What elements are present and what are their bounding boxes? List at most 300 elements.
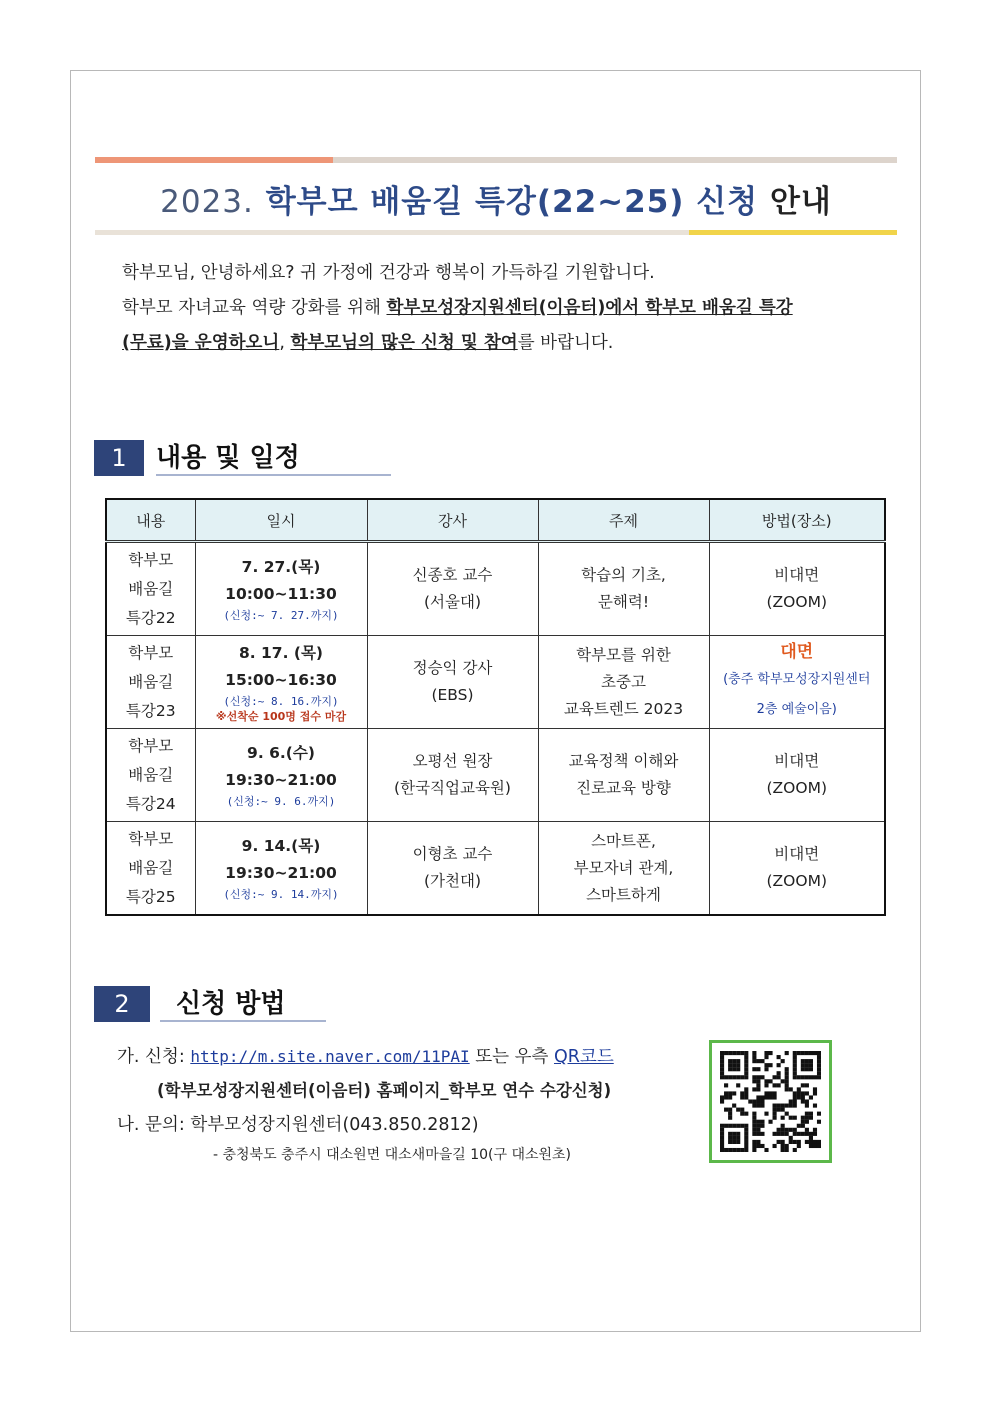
table-row <box>106 542 885 636</box>
row-3-lecturer <box>367 729 538 822</box>
qr-module <box>756 1144 760 1148</box>
qr-module <box>760 1120 764 1124</box>
qr-module <box>752 1059 756 1063</box>
qr-module <box>781 1148 785 1152</box>
row-4-lecturer-name: 이형초 교수 <box>412 845 493 863</box>
row-1-lecturer-affil: (서울대) <box>423 593 481 611</box>
qr-module <box>720 1140 724 1144</box>
qr-module <box>756 1079 760 1083</box>
qr-module <box>752 1128 756 1132</box>
qr-module <box>756 1140 760 1144</box>
qr-module <box>817 1071 821 1075</box>
title-bottom-bar-accent <box>689 230 897 235</box>
qr-module <box>728 1148 732 1152</box>
qr-module <box>785 1112 789 1116</box>
qr-module <box>744 1124 748 1128</box>
qr-module <box>728 1067 732 1071</box>
qr-module <box>752 1116 756 1120</box>
row-2-name-2: 배움길 <box>128 672 174 691</box>
row-4-date: 9. 14.(목) <box>241 837 321 855</box>
qr-module <box>781 1116 785 1120</box>
qr-module <box>732 1067 736 1071</box>
intro-line-2 <box>122 291 887 326</box>
qr-module <box>720 1071 724 1075</box>
qr-module <box>797 1140 801 1144</box>
qr-module <box>728 1051 732 1055</box>
row-3-deadline: (신청:~ 9. 6.까지) <box>226 795 336 808</box>
title-top-bar-accent <box>95 157 333 163</box>
qr-module <box>773 1116 777 1120</box>
qr-module <box>781 1079 785 1083</box>
row-1-topic <box>538 542 709 636</box>
qr-module <box>720 1063 724 1067</box>
header-content: 내용 <box>106 499 195 542</box>
qr-module <box>736 1124 740 1128</box>
qr-module <box>728 1059 732 1063</box>
qr-module <box>736 1075 740 1079</box>
qr-module <box>773 1091 777 1095</box>
qr-module <box>744 1067 748 1071</box>
row-1-place: (ZOOM) <box>766 593 827 611</box>
qr-module <box>736 1059 740 1063</box>
qr-module <box>724 1108 728 1112</box>
qr-code[interactable] <box>709 1040 832 1163</box>
table-row <box>106 822 885 916</box>
qr-module <box>764 1148 768 1152</box>
qr-module <box>797 1095 801 1099</box>
row-4-topic <box>538 822 709 916</box>
qr-module <box>756 1059 760 1063</box>
row-1-lecturer <box>367 542 538 636</box>
qr-module <box>785 1071 789 1075</box>
qr-module <box>768 1095 772 1099</box>
qr-module <box>752 1075 756 1079</box>
qr-module <box>736 1083 740 1087</box>
qr-module <box>809 1095 813 1099</box>
row-2-lecturer <box>367 636 538 729</box>
qr-module <box>764 1079 768 1083</box>
qr-module <box>813 1104 817 1108</box>
qr-module <box>728 1132 732 1136</box>
qr-module <box>777 1132 781 1136</box>
row-1-name-3: 특강22 <box>125 608 176 627</box>
table-row <box>106 729 885 822</box>
row-2-lecturer-name: 정승익 강사 <box>412 659 493 677</box>
qr-module <box>813 1051 817 1055</box>
qr-module <box>728 1091 732 1095</box>
qr-module <box>744 1091 748 1095</box>
qr-module <box>732 1132 736 1136</box>
row-2-name-1: 학부모 <box>128 643 174 662</box>
row-3-name-3: 특강24 <box>125 794 176 813</box>
qr-module <box>817 1112 821 1116</box>
row-4-name-3: 특강25 <box>125 887 176 906</box>
section-1-underline <box>156 474 391 476</box>
row-2-time: 15:00~16:30 <box>225 671 337 689</box>
apply-link[interactable]: http://m.site.naver.com/11PAI <box>190 1047 470 1066</box>
row-1-topic-1: 학습의 기초, <box>581 566 666 584</box>
section-2-underline <box>160 1020 326 1022</box>
qr-module <box>768 1051 772 1055</box>
qr-module <box>809 1051 813 1055</box>
qr-module <box>744 1075 748 1079</box>
qr-module <box>720 1059 724 1063</box>
qr-module <box>732 1063 736 1067</box>
qr-module <box>760 1132 764 1136</box>
qr-module <box>736 1136 740 1140</box>
qr-module <box>732 1140 736 1144</box>
row-3-method <box>709 729 885 822</box>
qr-module <box>789 1087 793 1091</box>
qr-module <box>748 1099 752 1103</box>
qr-module <box>756 1104 760 1108</box>
row-3-time: 19:30~21:00 <box>225 771 337 789</box>
qr-module <box>760 1075 764 1079</box>
header-topic: 주제 <box>538 499 709 542</box>
row-2-topic-1: 학부모를 위한 <box>576 645 671 664</box>
row-2-date: 8. 17. (목) <box>238 644 324 662</box>
title-year: 2023. <box>160 184 254 220</box>
qr-module <box>764 1095 768 1099</box>
qr-module <box>732 1104 736 1108</box>
apply-or: 또는 우측 <box>469 1047 554 1067</box>
row-4-lecturer-affil: (가천대) <box>423 872 481 890</box>
row-4-topic-2: 부모자녀 관계, <box>573 858 674 877</box>
qr-module <box>756 1132 760 1136</box>
qr-module <box>809 1132 813 1136</box>
qr-module <box>760 1095 764 1099</box>
qr-module <box>817 1120 821 1124</box>
intro-line-2-emphasis: 학부모성장지원센터(이음터)에서 학부모 배움길 특강 <box>386 298 793 318</box>
qr-module <box>777 1063 781 1067</box>
qr-module <box>752 1104 756 1108</box>
qr-module <box>728 1075 732 1079</box>
row-2-deadline: (신청:~ 8. 16.까지) <box>223 695 339 708</box>
qr-module <box>793 1148 797 1152</box>
qr-module <box>720 1132 724 1136</box>
qr-module <box>793 1099 797 1103</box>
qr-module <box>793 1067 797 1071</box>
qr-module <box>744 1051 748 1055</box>
qr-module <box>728 1116 732 1120</box>
qr-module <box>756 1099 760 1103</box>
row-2-place-1: (충주 학부모성장지원센터 <box>723 672 871 687</box>
qr-module <box>805 1128 809 1132</box>
qr-module <box>793 1116 797 1120</box>
qr-module <box>777 1075 781 1079</box>
table-header-row <box>106 499 885 542</box>
qr-module <box>789 1128 793 1132</box>
qr-module <box>777 1055 781 1059</box>
schedule-table <box>105 498 886 916</box>
qr-module <box>752 1124 756 1128</box>
qr-module <box>805 1132 809 1136</box>
qr-module <box>744 1087 748 1091</box>
qr-module <box>744 1055 748 1059</box>
row-3-lecturer-name: 오평선 원장 <box>412 752 493 770</box>
qr-module <box>756 1124 760 1128</box>
qr-module <box>732 1148 736 1152</box>
qr-module <box>777 1108 781 1112</box>
row-4-place: (ZOOM) <box>766 872 827 890</box>
apply-label-a: 가. 신청: <box>117 1047 191 1067</box>
qr-module <box>732 1051 736 1055</box>
qr-module <box>724 1091 728 1095</box>
qr-module <box>801 1051 805 1055</box>
qr-module <box>760 1124 764 1128</box>
row-4-datetime <box>195 822 367 916</box>
row-3-topic-1: 교육정책 이해와 <box>568 752 679 770</box>
qr-module <box>752 1120 756 1124</box>
qr-module <box>801 1067 805 1071</box>
qr-module <box>720 1099 724 1103</box>
qr-module <box>797 1087 801 1091</box>
row-1-deadline: (신청:~ 7. 27.까지) <box>223 609 339 622</box>
intro-line-3-emphasis-1: (무료)을 운영하오니 <box>122 333 280 353</box>
qr-module <box>720 1128 724 1132</box>
row-1-name-1: 학부모 <box>128 550 174 569</box>
qr-module <box>785 1083 789 1087</box>
qr-module <box>773 1104 777 1108</box>
qr-module <box>793 1095 797 1099</box>
qr-module <box>756 1075 760 1079</box>
qr-module <box>809 1059 813 1063</box>
qr-module <box>793 1059 797 1063</box>
qr-module <box>764 1112 768 1116</box>
row-2-method <box>709 636 885 729</box>
row-4-method <box>709 822 885 916</box>
qr-module <box>805 1067 809 1071</box>
qr-module <box>736 1051 740 1055</box>
row-4-name <box>106 822 195 916</box>
qr-module <box>805 1059 809 1063</box>
qr-module <box>728 1063 732 1067</box>
qr-module <box>724 1095 728 1099</box>
qr-module <box>785 1132 789 1136</box>
qr-module <box>801 1120 805 1124</box>
qr-module <box>724 1124 728 1128</box>
apply-row-b <box>117 1108 614 1142</box>
qr-module <box>777 1140 781 1144</box>
row-2-name-3: 특강23 <box>125 701 176 720</box>
qr-module <box>789 1116 793 1120</box>
row-1-name <box>106 542 195 636</box>
qr-module <box>764 1091 768 1095</box>
row-2-datetime <box>195 636 367 729</box>
intro-line-1: 학부모님, 안녕하세요? 귀 가정에 건강과 행복이 가득하길 기원합니다. <box>122 263 655 283</box>
row-3-name <box>106 729 195 822</box>
qr-module <box>732 1091 736 1095</box>
qr-module <box>724 1075 728 1079</box>
apply-address: - 충청북도 충주시 대소원면 대소새마을길 10(구 대소원초) <box>213 1147 572 1163</box>
qr-module <box>785 1128 789 1132</box>
qr-code-icon <box>720 1051 821 1152</box>
qr-module <box>785 1075 789 1079</box>
qr-module <box>777 1071 781 1075</box>
qr-module <box>805 1116 809 1120</box>
qr-module <box>793 1128 797 1132</box>
qr-module <box>781 1144 785 1148</box>
qr-module <box>740 1112 744 1116</box>
qr-module <box>756 1087 760 1091</box>
row-4-topic-1: 스마트폰, <box>591 831 656 850</box>
row-3-datetime <box>195 729 367 822</box>
qr-module <box>740 1051 744 1055</box>
row-2-place-2: 2층 예술이음) <box>756 702 837 717</box>
qr-module <box>752 1055 756 1059</box>
qr-module <box>801 1124 805 1128</box>
qr-module <box>720 1124 724 1128</box>
qr-module <box>805 1091 809 1095</box>
qr-module <box>728 1136 732 1140</box>
qr-module <box>809 1136 813 1140</box>
qr-module <box>805 1140 809 1144</box>
qr-module <box>809 1112 813 1116</box>
qr-module <box>817 1140 821 1144</box>
qr-module <box>805 1112 809 1116</box>
qr-module <box>736 1067 740 1071</box>
section-2-title: 신청 방법 <box>176 989 286 1019</box>
qr-module <box>809 1063 813 1067</box>
qr-module <box>720 1051 724 1055</box>
qr-module <box>744 1132 748 1136</box>
row-1-method <box>709 542 885 636</box>
qr-module <box>752 1051 756 1055</box>
qr-module <box>720 1075 724 1079</box>
qr-module <box>740 1091 744 1095</box>
row-3-place: (ZOOM) <box>766 779 827 797</box>
qr-module <box>789 1099 793 1103</box>
row-1-method-type: 비대면 <box>774 566 820 584</box>
qr-module <box>809 1067 813 1071</box>
qr-module <box>813 1128 817 1132</box>
row-4-deadline: (신청:~ 9. 14.까지) <box>223 888 339 901</box>
row-3-date: 9. 6.(수) <box>247 744 315 762</box>
qr-module <box>789 1104 793 1108</box>
qr-module <box>793 1140 797 1144</box>
qr-module <box>724 1083 728 1087</box>
qr-module <box>728 1124 732 1128</box>
qr-module <box>764 1051 768 1055</box>
header-method: 방법(장소) <box>709 499 885 542</box>
qr-module <box>720 1148 724 1152</box>
qr-module <box>781 1059 785 1063</box>
row-4-lecturer <box>367 822 538 916</box>
qr-module <box>781 1128 785 1132</box>
qr-module <box>756 1128 760 1132</box>
qr-module <box>809 1116 813 1120</box>
title-bottom-bar <box>95 230 897 235</box>
qr-module <box>744 1112 748 1116</box>
qr-module <box>785 1067 789 1071</box>
qr-module <box>805 1075 809 1079</box>
qr-module <box>760 1059 764 1063</box>
qr-module <box>720 1055 724 1059</box>
qr-module <box>793 1071 797 1075</box>
qr-module <box>797 1144 801 1148</box>
qr-module <box>760 1144 764 1148</box>
qr-module <box>773 1095 777 1099</box>
apply-row-a <box>117 1040 614 1074</box>
qr-module <box>781 1132 785 1136</box>
qr-module <box>736 1132 740 1136</box>
qr-module <box>813 1132 817 1136</box>
qr-module <box>785 1079 789 1083</box>
qr-module <box>728 1112 732 1116</box>
qr-module <box>752 1067 756 1071</box>
row-4-time: 19:30~21:00 <box>225 864 337 882</box>
qr-module <box>724 1148 728 1152</box>
qr-module <box>817 1075 821 1079</box>
qr-module <box>728 1108 732 1112</box>
qr-module <box>789 1140 793 1144</box>
qr-module <box>752 1112 756 1116</box>
qr-module <box>793 1132 797 1136</box>
row-2-warning: ※선착순 100명 접수 마감 <box>215 710 347 723</box>
row-4-topic-3: 스마트하게 <box>586 885 661 904</box>
qr-module <box>736 1063 740 1067</box>
qr-module <box>813 1140 817 1144</box>
qr-module <box>785 1144 789 1148</box>
row-2-topic <box>538 636 709 729</box>
qr-module <box>768 1091 772 1095</box>
qr-module <box>744 1128 748 1132</box>
qr-module <box>773 1108 777 1112</box>
qr-module <box>793 1055 797 1059</box>
table-row <box>106 636 885 729</box>
row-2-lecturer-affil: (EBS) <box>431 686 474 704</box>
qr-module <box>720 1095 724 1099</box>
qr-module <box>813 1091 817 1095</box>
row-3-method-type: 비대면 <box>774 752 820 770</box>
qr-module <box>724 1051 728 1055</box>
title-top-bar <box>95 157 897 163</box>
qr-module <box>785 1104 789 1108</box>
row-1-name-2: 배움길 <box>128 579 174 598</box>
qr-module <box>773 1132 777 1136</box>
qr-module <box>789 1136 793 1140</box>
qr-module <box>773 1112 777 1116</box>
qr-module <box>744 1095 748 1099</box>
qr-module <box>793 1051 797 1055</box>
qr-module <box>793 1075 797 1079</box>
qr-module <box>720 1067 724 1071</box>
qr-module <box>732 1124 736 1128</box>
qr-module <box>732 1059 736 1063</box>
row-3-topic <box>538 729 709 822</box>
qr-module <box>756 1095 760 1099</box>
qr-module <box>813 1144 817 1148</box>
qr-module <box>801 1091 805 1095</box>
qr-module <box>756 1067 760 1071</box>
qr-module <box>728 1095 732 1099</box>
row-3-topic-2: 진로교육 방향 <box>576 779 671 797</box>
qr-module <box>768 1063 772 1067</box>
row-4-method-type: 비대면 <box>774 845 820 863</box>
intro-line-3-post: 를 바랍니다. <box>517 333 614 353</box>
qr-module <box>752 1099 756 1103</box>
qr-module <box>785 1087 789 1091</box>
qr-module <box>781 1124 785 1128</box>
qr-module <box>752 1140 756 1144</box>
qr-module <box>785 1148 789 1152</box>
row-3-name-1: 학부모 <box>128 736 174 755</box>
qr-module <box>720 1144 724 1148</box>
row-2-name <box>106 636 195 729</box>
qr-module <box>752 1079 756 1083</box>
qr-module <box>801 1075 805 1079</box>
qr-module <box>740 1075 744 1079</box>
